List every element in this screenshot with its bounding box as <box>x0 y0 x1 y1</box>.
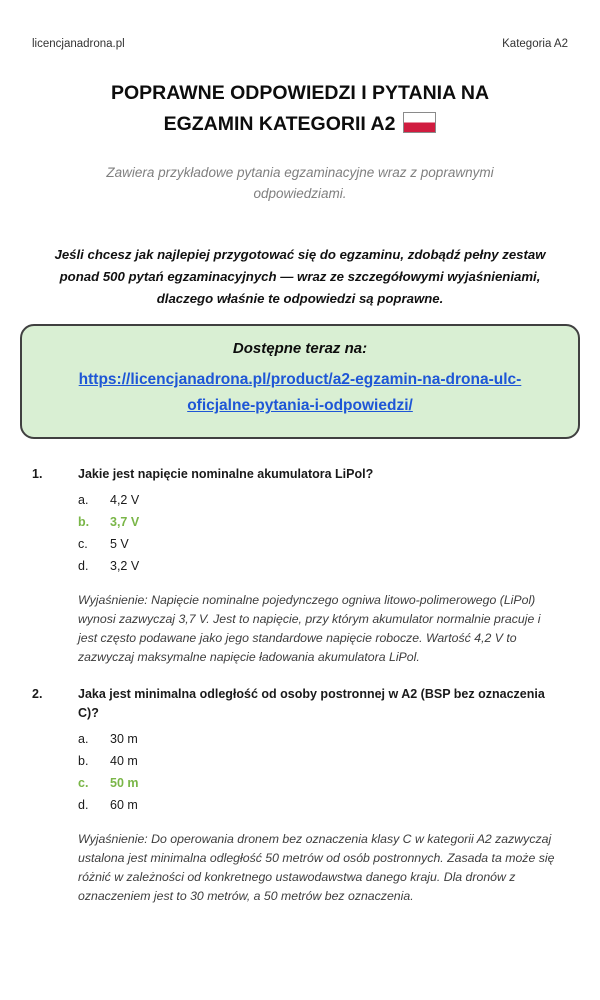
poland-flag-icon <box>403 112 436 133</box>
title-line-2: EGZAMIN KATEGORII A2 <box>32 109 568 140</box>
question-2 <box>32 685 568 906</box>
option-letter: c. <box>78 776 89 790</box>
option-c-correct <box>78 772 568 794</box>
option-text: 50 m <box>110 776 139 790</box>
option-letter: b. <box>78 515 90 529</box>
page-header <box>32 38 568 50</box>
option-letter: b. <box>78 754 89 768</box>
option-letter: d. <box>78 798 89 812</box>
option-text: 4,2 V <box>110 493 140 507</box>
question-list <box>32 465 568 906</box>
intro-paragraph: Jeśli chcesz jak najlepiej przygotować się do egzaminu, zdobądź pełny zestaw ponad 500 pytań egzaminacyjnych — wraz ze szczegółowymi wyjaśnieniami, dlaczego właśnie te odpowiedzi są poprawne. <box>54 247 546 306</box>
option-text: 60 m <box>110 798 138 812</box>
product-link[interactable]: https://licencjanadrona.pl/product/a2-egzamin-na-drona-ulc-oficjalne-pytania-i-odpowiedzi/ <box>78 371 522 414</box>
question-number: 1. <box>32 467 43 481</box>
options-list <box>78 728 568 816</box>
question-1 <box>32 465 568 667</box>
subtitle: Zawiera przykładowe pytania egzaminacyjne wraz z poprawnymi odpowiedziami. <box>106 165 494 201</box>
option-text: 3,2 V <box>110 559 140 573</box>
option-letter: c. <box>78 537 88 551</box>
option-letter: d. <box>78 559 89 573</box>
question-text: Jaka jest minimalna odległość od osoby postronnej w A2 (BSP bez oznaczenia C)? <box>78 687 545 720</box>
option-b <box>78 750 568 772</box>
option-c <box>78 533 568 555</box>
title-line-1: POPRAWNE ODPOWIEDZI I PYTANIA NA <box>110 82 490 104</box>
option-text: 40 m <box>110 754 138 768</box>
question-number: 2. <box>32 687 43 701</box>
option-b-correct <box>78 511 568 533</box>
explanation-2: Wyjaśnienie: Do operowania dronem bez oznaczenia klasy C w kategorii A2 zazwyczaj ustalona jest minimalna odległość 50 metrów od osób postronnych. Zasada ta może się różnić w zależności od konkretnego ustawodawstwa danego kraju. Dla dronów z oznaczeniem jest to 30 metrów, a 50 metrów bez oznaczenia. <box>78 832 555 903</box>
explanation-1: Wyjaśnienie: Napięcie nominalne pojedynczego ogniwa litowo-polimerowego (LiPol) wynosi zazwyczaj 3,7 V. Jest to napięcie, przy którym akumulator normalnie pracuje i jest często podawane jako jego standardowe napięcie robocze. Wartość 4,2 V to zazwyczaj maksymalne napięcie ładowania akumulatora LiPol. <box>78 593 541 664</box>
page-title <box>32 78 568 140</box>
option-a <box>78 489 568 511</box>
option-text: 3,7 V <box>110 515 140 529</box>
options-list <box>78 489 568 577</box>
option-text: 30 m <box>110 732 138 746</box>
promo-box <box>20 324 580 439</box>
option-a <box>78 728 568 750</box>
option-text: 5 V <box>110 537 129 551</box>
site-name: licencjanadrona.pl <box>32 38 125 50</box>
option-letter: a. <box>78 493 89 507</box>
category-label: Kategoria A2 <box>502 38 568 50</box>
option-d <box>78 555 568 577</box>
option-d <box>78 794 568 816</box>
option-letter: a. <box>78 732 89 746</box>
promo-heading: Dostępne teraz na: <box>232 340 368 357</box>
question-text: Jakie jest napięcie nominalne akumulatora LiPol? <box>78 467 374 481</box>
